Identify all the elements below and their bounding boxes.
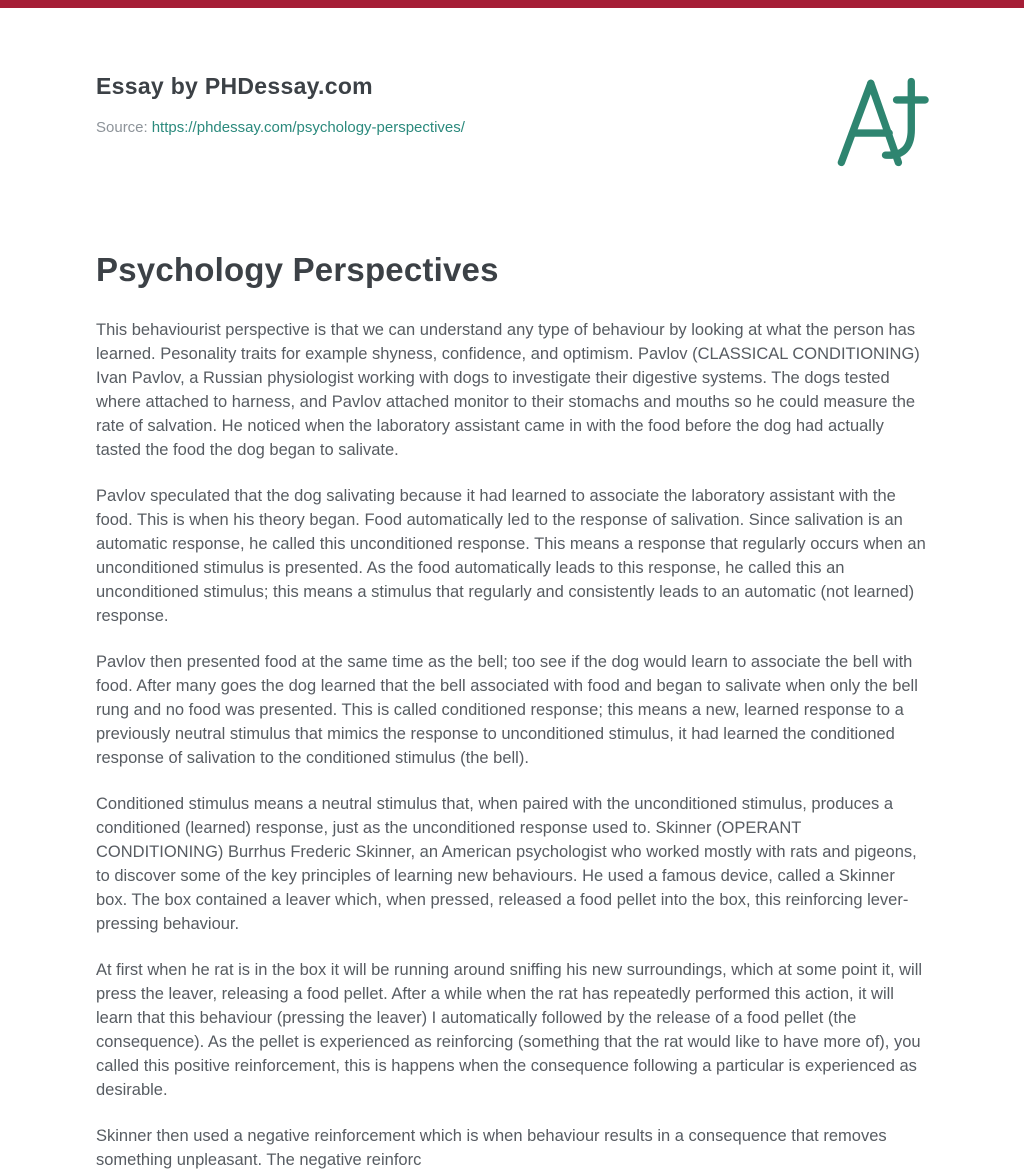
brand-title: Essay by PHDessay.com: [96, 73, 373, 99]
top-accent-bar: [0, 0, 1024, 8]
page-header: [96, 8, 928, 168]
article-body: [96, 318, 928, 1172]
source-url-link[interactable]: https://phdessay.com/psychology-perspectives/: [151, 119, 465, 136]
article-paragraph-4: Conditioned stimulus means a neutral stimulus that, when paired with the unconditioned stimulus, produces a conditioned (learned) response, just as the unconditioned response used to. Skinner (OPERANT CONDITIONING) Burrhus Frederic Skinner, an American psychologist who worked mostly with rats and pigeons, to discover some of the key principles of learning new behaviours. He used a famous device, called a Skinner box. The box contained a leaver which, when pressed, released a food pellet into the box, this reinforcing lever-pressing behaviour.: [96, 795, 917, 933]
article-paragraph-3: Pavlov then presented food at the same time as the bell; too see if the dog would learn to associate the bell with food. After many goes the dog learned that the bell associated with food and began to salivate when only the bell rung and no food was presented. This is called conditioned response; this means a new, learned response to a previously neutral stimulus that mimics the response to unconditioned stimulus, it had learned the conditioned response of salivation to the conditioned stimulus (the bell).: [96, 653, 918, 767]
page-container: [0, 8, 1024, 1172]
article-paragraph-1: This behaviourist perspective is that we can understand any type of behaviour by looking at what the person has learned. Pesonality traits for example shyness, confidence, and optimism. Pavlov (CLASSICAL CONDITIONING) Ivan Pavlov, a Russian physiologist working with dogs to investigate their digestive systems. The dogs tested where attached to harness, and Pavlov attached monitor to their stomachs and mouths so he could measure the rate of salvation. He noticed when the laboratory assistant came in with the food before the dog had actually tasted the food the dog began to salivate.: [96, 321, 920, 459]
phdessay-logo-icon: [832, 76, 928, 168]
article-paragraph-5: At first when he rat is in the box it will be running around sniffing his new surroundings, which at some point it, will press the leaver, releasing a food pellet. After a while when the rat has repeatedly performed this action, it will learn that this behaviour (pressing the leaver) I automatically followed by the release of a food pellet (the consequence). As the pellet is experienced as reinforcing (something that the rat would like to have more of), you called this positive reinforcement, this is happens when the consequence following a particular is experienced as desirable.: [96, 961, 923, 1099]
article-title: Psychology Perspectives: [96, 251, 499, 288]
source-line: [96, 118, 465, 138]
header-text-block: [96, 72, 465, 138]
source-label: Source:: [96, 119, 148, 136]
article: [96, 250, 928, 1172]
article-paragraph-6: Skinner then used a negative reinforcement which is when behaviour results in a consequence that removes something unpleasant. The negative reinforc: [96, 1127, 887, 1169]
logo-a-right-stroke: [871, 83, 899, 162]
article-paragraph-2: Pavlov speculated that the dog salivating because it had learned to associate the laboratory assistant with the food. This is when his theory began. Food automatically led to the response of salivation. Since salivation is an automatic response, he called this unconditioned response. This means a response that regularly occurs when an unconditioned stimulus is presented. As the food automatically leads to this response, he called this an unconditioned stimulus; this means a stimulus that regularly and consistently leads to an automatic (not learned) response.: [96, 487, 926, 625]
logo-a-left-stroke: [841, 83, 870, 162]
